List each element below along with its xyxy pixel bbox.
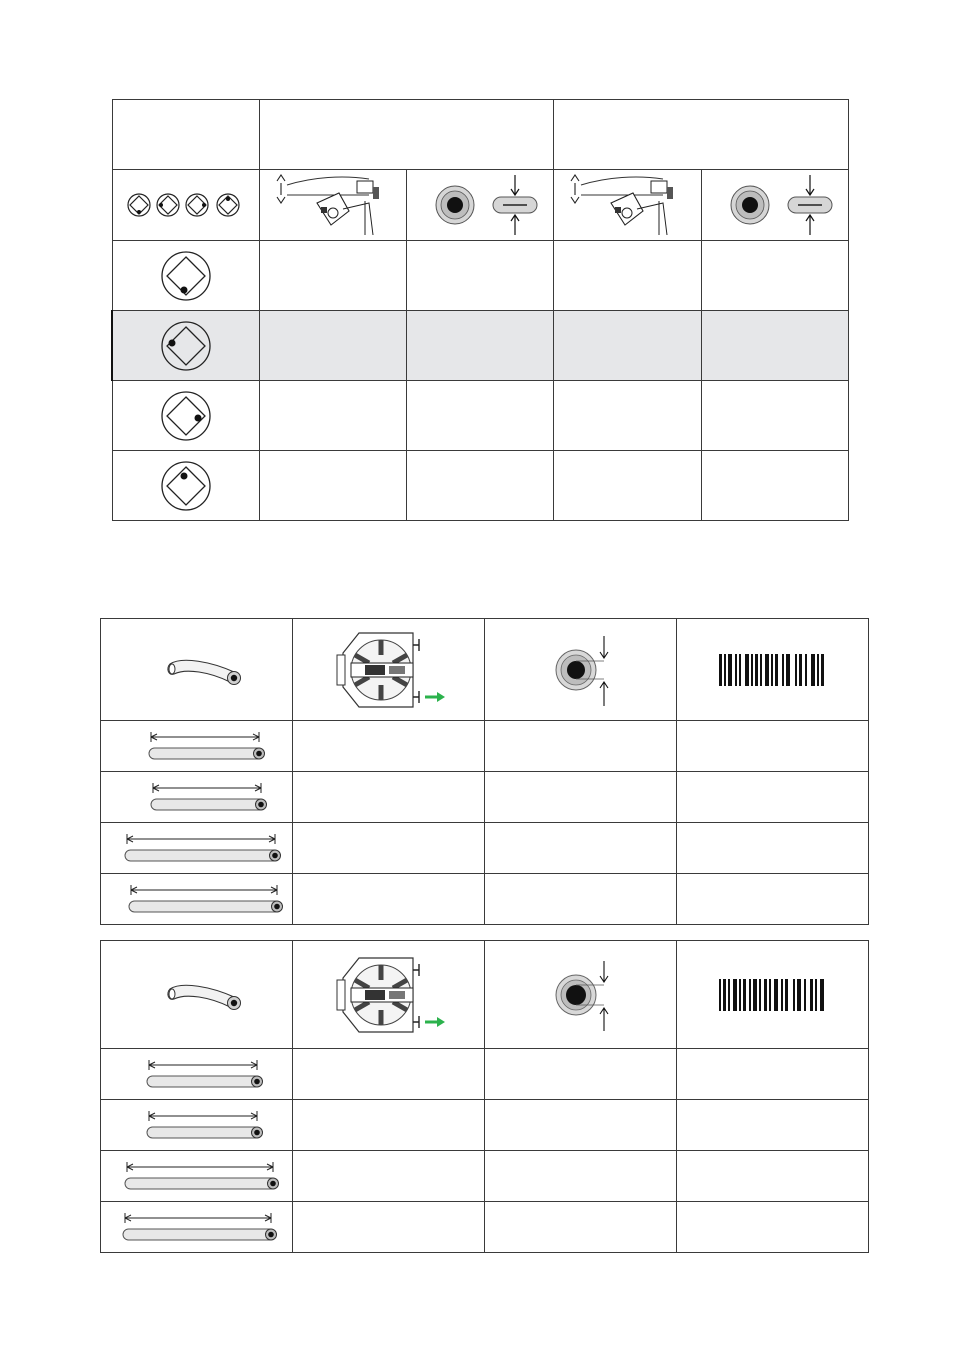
table-cell (485, 1202, 677, 1253)
pump-head-icon (329, 625, 449, 715)
table-cell (485, 772, 677, 823)
table-cell (701, 451, 848, 521)
straight-tube-short-icon (107, 777, 287, 817)
table-cell (485, 874, 677, 925)
table-row (112, 241, 849, 311)
straight-tube-long-icon (107, 1156, 287, 1196)
pos-top-icon (217, 194, 239, 216)
tube-cross-section-icon (536, 632, 626, 708)
short-tube-cell (101, 1100, 293, 1151)
table-cell (406, 241, 553, 311)
table-row (101, 721, 869, 772)
table-cell (554, 451, 701, 521)
straight-tube-short-icon (107, 1054, 287, 1094)
table-cell (677, 1049, 869, 1100)
table-cell (701, 311, 848, 381)
long-tube-cell (101, 1151, 293, 1202)
pos-bottom-icon (128, 194, 150, 216)
table-cell (554, 311, 701, 381)
tube-cross-section-icon-cell (485, 941, 677, 1049)
table-cell (293, 1049, 485, 1100)
pos-left-icon (157, 194, 179, 216)
table-cell (293, 1202, 485, 1253)
table-row-highlighted (112, 311, 849, 381)
short-tube-cell (101, 721, 293, 772)
clamp-height-icon (567, 173, 687, 237)
position-right-cell (112, 381, 259, 451)
long-tube-cell (101, 874, 293, 925)
straight-tube-short-icon (107, 726, 287, 766)
table-cell (485, 823, 677, 874)
positions-legend-cell (112, 170, 259, 241)
position-top-icon (159, 459, 213, 513)
table-cell (293, 1151, 485, 1202)
table-cell (406, 381, 553, 451)
bent-tube-icon-cell (101, 619, 293, 721)
table-cell (259, 451, 406, 521)
straight-tube-long-icon (107, 1207, 287, 1247)
bent-tube-icon-cell (101, 941, 293, 1049)
table-cell (701, 381, 848, 451)
table-row (101, 1100, 869, 1151)
table-cell (677, 1151, 869, 1202)
table-cell (259, 241, 406, 311)
straight-tube-short-icon (107, 1105, 287, 1145)
table-cell (406, 311, 553, 381)
tube-table-1 (100, 618, 869, 925)
table-cell (554, 241, 701, 311)
tube-cross-section-icon-cell (485, 619, 677, 721)
table-cell (485, 1049, 677, 1100)
table-cell (677, 772, 869, 823)
header-cell-empty (112, 100, 259, 170)
position-bottom-cell (112, 241, 259, 311)
table-cell (293, 772, 485, 823)
table-row (112, 451, 849, 521)
table-cell (677, 823, 869, 874)
barcode-icon (717, 977, 829, 1013)
table-cell (701, 241, 848, 311)
table-cell (259, 311, 406, 381)
table-row (101, 1049, 869, 1100)
tube-section-icon (415, 173, 545, 237)
table-cell (485, 1151, 677, 1202)
position-right-icon (159, 389, 213, 443)
straight-tube-long-icon (107, 879, 287, 919)
straight-tube-long-icon (107, 828, 287, 868)
tube-table-2 (100, 940, 869, 1253)
position-bottom-icon (159, 249, 213, 303)
header-cell-group-1 (259, 100, 554, 170)
pump-head-icon-cell (293, 619, 485, 721)
table-cell (485, 1100, 677, 1151)
clamp-height-icon-cell (259, 170, 406, 241)
clamp-height-icon-cell-2 (554, 170, 701, 241)
table-cell (293, 1100, 485, 1151)
position-table (111, 99, 849, 521)
table-cell (554, 381, 701, 451)
table-cell (677, 721, 869, 772)
bent-tube-icon (142, 650, 252, 690)
bent-tube-icon (142, 975, 252, 1015)
table-row (101, 1202, 869, 1253)
long-tube-cell (101, 1202, 293, 1253)
table-row (101, 874, 869, 925)
barcode-icon-cell (677, 619, 869, 721)
position-left-cell (112, 311, 259, 381)
header-cell-group-2 (554, 100, 849, 170)
short-tube-cell (101, 772, 293, 823)
table-cell (293, 823, 485, 874)
tube-section-icon (710, 173, 840, 237)
table-cell (485, 721, 677, 772)
table-row (101, 823, 869, 874)
position-left-icon (159, 319, 213, 373)
table-row (101, 1151, 869, 1202)
table-row (101, 772, 869, 823)
tube-cross-section-icon (536, 957, 626, 1033)
tube-section-icon-cell-2 (701, 170, 848, 241)
tube-section-icon-cell (406, 170, 553, 241)
table-cell (677, 1100, 869, 1151)
long-tube-cell (101, 823, 293, 874)
short-tube-cell (101, 1049, 293, 1100)
table-cell (259, 381, 406, 451)
table-cell (293, 874, 485, 925)
table-cell (293, 721, 485, 772)
clamp-height-icon (273, 173, 393, 237)
table-row (112, 381, 849, 451)
barcode-icon (717, 652, 829, 688)
table-cell (677, 874, 869, 925)
barcode-icon-cell (677, 941, 869, 1049)
pump-head-icon (329, 950, 449, 1040)
position-top-cell (112, 451, 259, 521)
pump-head-icon-cell (293, 941, 485, 1049)
pos-right-icon (186, 194, 208, 216)
table-cell (677, 1202, 869, 1253)
table-cell (406, 451, 553, 521)
